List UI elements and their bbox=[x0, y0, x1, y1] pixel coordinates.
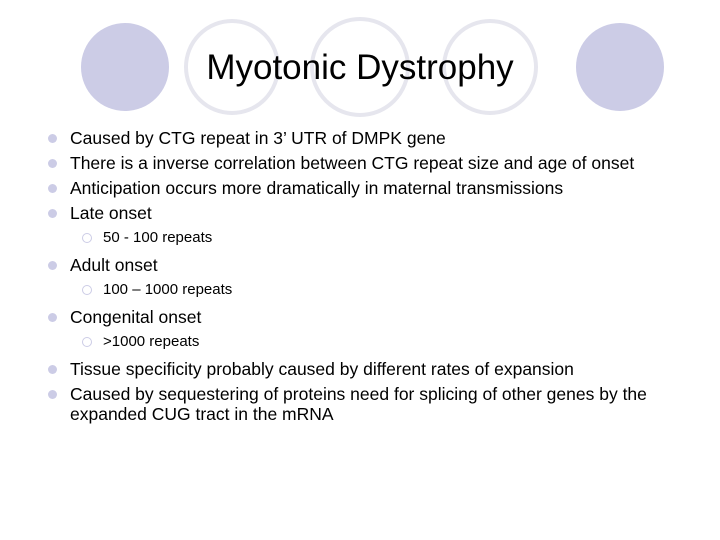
bullet-text: There is a inverse correlation between CTG repeat size and age of onset bbox=[70, 153, 635, 173]
bullet-dot-icon bbox=[48, 159, 57, 168]
bullet-text: Anticipation occurs more dramatically in maternal transmissions bbox=[70, 178, 564, 198]
bullet-dot-icon bbox=[48, 134, 57, 143]
bullet-item bbox=[48, 153, 688, 173]
bullet-list bbox=[48, 128, 688, 424]
bullet-item bbox=[48, 255, 688, 275]
bullet-text: Late onset bbox=[70, 203, 152, 223]
bullet-text: Congenital onset bbox=[70, 307, 202, 327]
bullet-ring-icon bbox=[82, 233, 92, 243]
sub-bullet-item bbox=[82, 333, 688, 351]
bullet-ring-icon bbox=[82, 337, 92, 347]
bullet-text: Adult onset bbox=[70, 255, 158, 275]
sub-bullet-text: >1000 repeats bbox=[103, 333, 200, 350]
bullet-dot-icon bbox=[48, 209, 57, 218]
decor-circle-5 bbox=[576, 23, 664, 111]
decor-circle-1 bbox=[81, 23, 169, 111]
bullet-item bbox=[48, 128, 688, 148]
sub-bullet-item bbox=[82, 229, 688, 247]
sub-bullet-item bbox=[82, 281, 688, 299]
bullet-item bbox=[48, 307, 688, 327]
bullet-item bbox=[48, 359, 688, 379]
bullet-dot-icon bbox=[48, 261, 57, 270]
bullet-dot-icon bbox=[48, 184, 57, 193]
bullet-item bbox=[48, 203, 688, 223]
bullet-dot-icon bbox=[48, 390, 57, 399]
bullet-text: Caused by sequestering of proteins need for splicing of other genes by the expanded CUG tract in the mRNA bbox=[70, 384, 647, 424]
slide-title: Myotonic Dystrophy bbox=[206, 48, 514, 87]
bullet-item bbox=[48, 384, 688, 424]
bullet-dot-icon bbox=[48, 365, 57, 374]
sub-bullet-text: 100 – 1000 repeats bbox=[103, 281, 233, 298]
bullet-dot-icon bbox=[48, 313, 57, 322]
bullet-text: Tissue specificity probably caused by different rates of expansion bbox=[70, 359, 574, 379]
sub-bullet-text: 50 - 100 repeats bbox=[103, 229, 213, 246]
bullet-text: Caused by CTG repeat in 3’ UTR of DMPK gene bbox=[70, 128, 446, 148]
bullet-item bbox=[48, 178, 688, 198]
bullet-ring-icon bbox=[82, 285, 92, 295]
